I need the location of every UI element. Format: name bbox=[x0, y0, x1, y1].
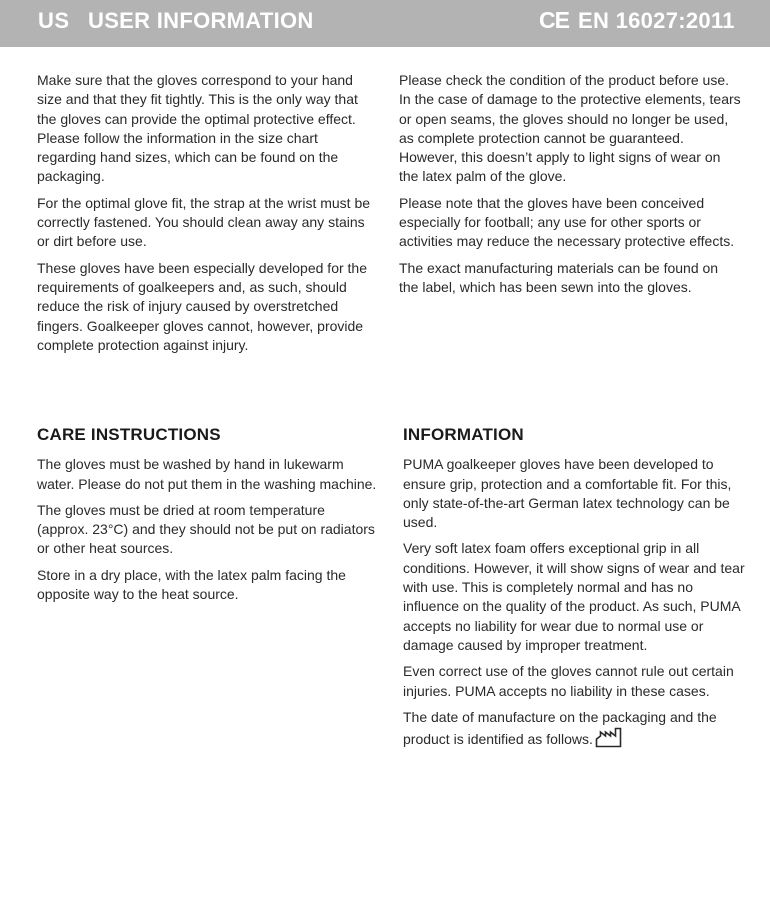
usage-paragraph: The exact manufacturing materials can be found on the label, which has been sewn into the gloves. bbox=[399, 259, 719, 295]
factory-date-of-manufacture-icon bbox=[595, 727, 622, 753]
care-heading: CARE INSTRUCTIONS bbox=[37, 425, 221, 444]
usage-paragraph: Make sure that the gloves correspond to your hand size and that they fit tightly. This is the only way that the gloves can provide the optimal protective effect. Please follow the information in the size chart regarding hand sizes, which can be found on the packaging. bbox=[37, 72, 358, 185]
information-paragraph: PUMA goalkeeper gloves have been developed to ensure grip, protection and a comfortable fit. For this, only state-of-the-art German latex technology can be used. bbox=[403, 456, 732, 531]
care-section bbox=[37, 425, 377, 611]
usage-paragraph: These gloves have been especially developed for the requirements of goalkeepers and, as such, should reduce the risk of injury caused by overstretched fingers. Goalkeeper gloves cannot, however, provide complete protection against injury. bbox=[37, 259, 367, 353]
language-code: US bbox=[38, 8, 70, 33]
care-paragraph: The gloves must be dried at room temperature (approx. 23°C) and they should not be put on radiators or other heat sources. bbox=[37, 501, 375, 557]
information-paragraph: Even correct use of the gloves cannot rule out certain injuries. PUMA accepts no liability in these cases. bbox=[403, 663, 734, 699]
header-title: USER INFORMATION bbox=[88, 8, 314, 33]
usage-paragraph: For the optimal glove fit, the strap at the wrist must be correctly fastened. You should clean away any stains or dirt before use. bbox=[37, 194, 371, 250]
information-heading: INFORMATION bbox=[403, 425, 524, 444]
usage-column-left bbox=[37, 71, 377, 362]
standard-number: EN 16027:2011 bbox=[578, 8, 735, 33]
page-header bbox=[0, 0, 770, 47]
ce-mark: CE bbox=[539, 7, 569, 33]
care-paragraph: The gloves must be washed by hand in lukewarm water. Please do not put them in the washing machine. bbox=[37, 456, 377, 492]
care-paragraph: Store in a dry place, with the latex palm facing the opposite way to the heat source. bbox=[37, 566, 346, 603]
usage-paragraph: Please check the condition of the product before use. In the case of damage to the protective elements, tears or open seams, the gloves should no longer be used, as complete protection cannot be guaranteed. However, this doesn’t apply to light signs of wear on the latex palm of the glove. bbox=[399, 72, 741, 185]
manufacture-date-text: The date of manufacture on the packaging and the product is identified as follows. bbox=[403, 708, 717, 748]
usage-paragraph: Please note that the gloves have been conceived especially for football; any use for other sports or activities may reduce the necessary protective effects. bbox=[399, 194, 735, 250]
information-paragraph: Very soft latex foam offers exceptional grip in all conditions. However, it will show signs of wear and tear with use. This is completely normal and has no influence on the quality of the product. As such, PUMA accepts no liability for wear due to normal use or damage caused by improper treatment. bbox=[403, 540, 745, 653]
information-paragraph-last bbox=[403, 708, 745, 754]
usage-column-right bbox=[399, 71, 741, 304]
information-section bbox=[403, 425, 745, 760]
